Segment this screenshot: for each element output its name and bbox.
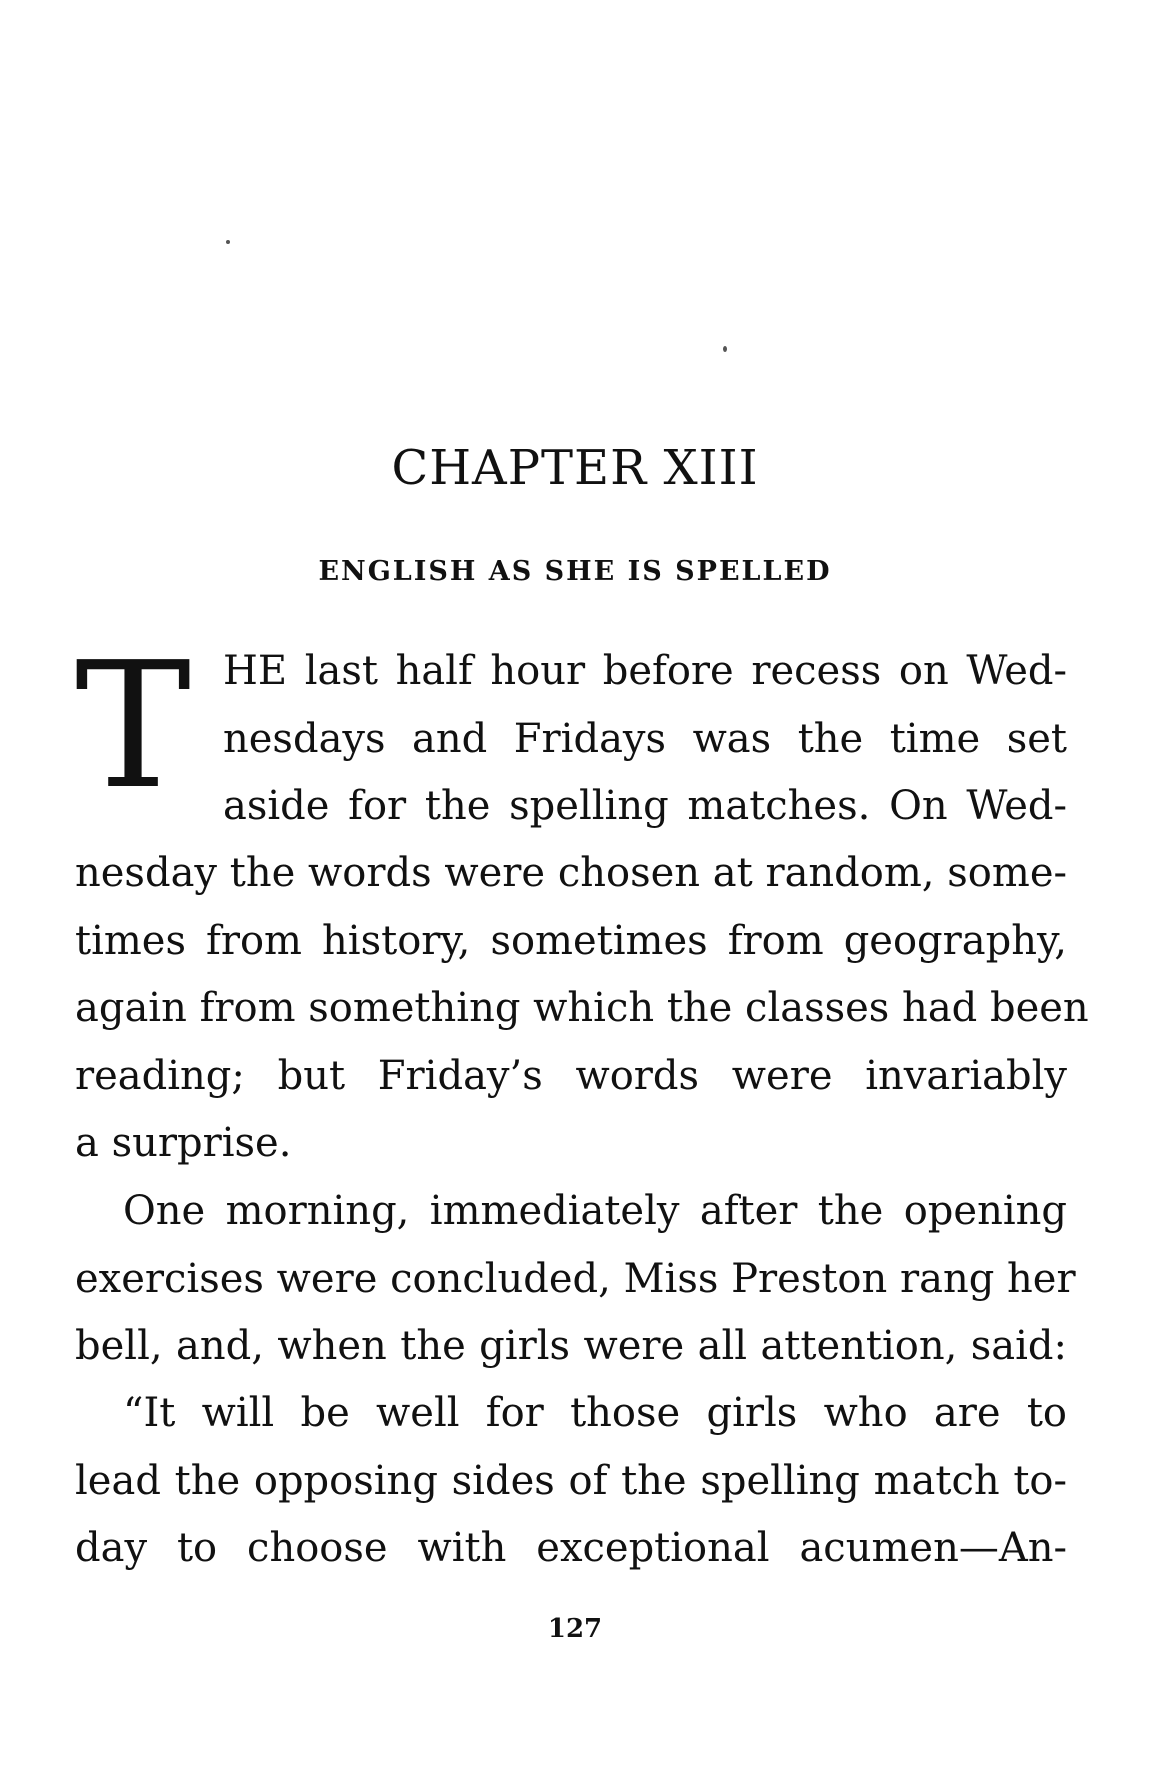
chapter-title: CHAPTER XIII [391,440,759,496]
drop-cap: T [75,625,192,828]
text-line: lead the opposing sides of the spelling match to- [75,1457,1067,1504]
text-line: a surprise. [75,1120,292,1166]
text-line: aside for the spelling matches. On Wed- [223,783,1067,829]
text-line: One morning, immediately after the opening [123,1188,1067,1234]
text-line: again from something which the classes had been [75,985,1089,1031]
text-line: times from history, sometimes from geography, [75,917,1067,964]
text-line: exercises were concluded, Miss Preston rang her [75,1255,1076,1302]
text-line: reading; but Friday’s words were invariably [75,1052,1067,1099]
paragraph-1-indented [75,625,1067,841]
print-speck [226,240,230,244]
text-line: “It will be well for those girls who are to [123,1390,1067,1436]
paragraph-2 [75,1178,1076,1381]
paragraph-1 [75,840,1089,1178]
text-line: HE last half hour before recess on Wed- [223,648,1067,694]
paragraph-3 [75,1380,1067,1583]
text-line: nesdays and Fridays was the time set [223,715,1067,762]
text-line: nesday the words were chosen at random, some- [75,850,1067,896]
print-speck [723,346,727,352]
text-line: day to choose with exceptional acumen—An- [75,1525,1067,1571]
text-line: bell, and, when the girls were all attention, said: [75,1323,1067,1369]
page-number: 127 [547,1614,603,1644]
chapter-subtitle: ENGLISH AS SHE IS SPELLED [318,556,832,587]
